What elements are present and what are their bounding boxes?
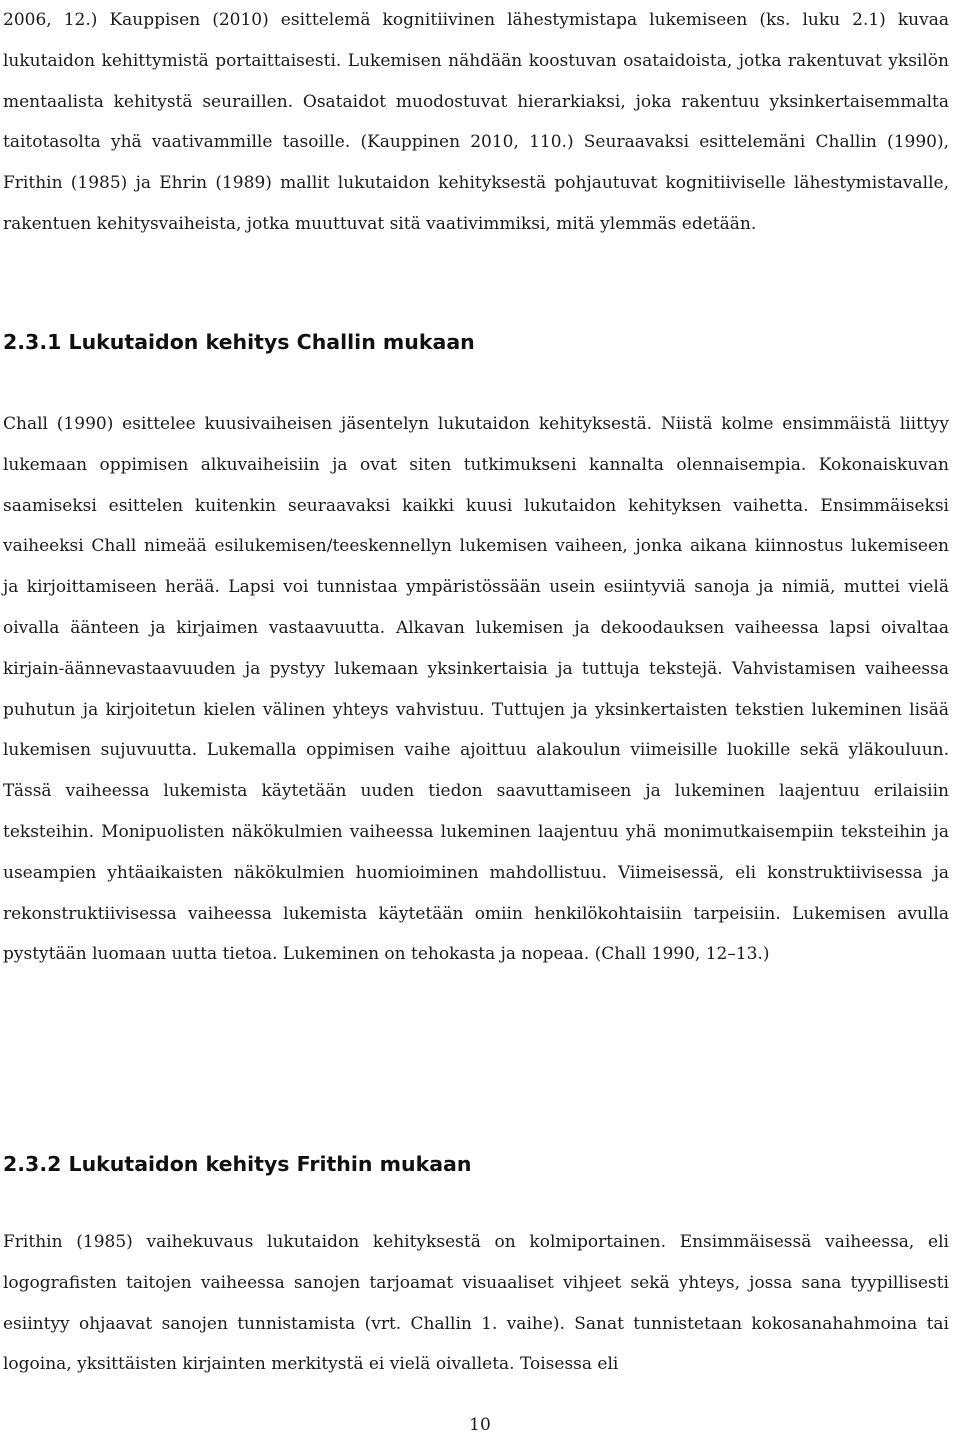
paragraph-cognitive-approach: 2006, 12.) Kauppisen (2010) esittelemä kognitiivinen lähestymistapa lukemiseen (ks. luku 2.1) kuvaa lukutaidon kehittymistä portaittaisesti. Lukemisen nähdään koostuvan osataidoista, jotka rakentuvat yksilön mentaalista kehitystä seuraillen. Osataidot muodostuvat hierarkiaksi, joka rakentuu yksinkertaisemmalta taitotasolta yhä vaativammille tasoille. (Kauppinen 2010, 110.) Seuraavaksi esittelemäni Challin (1990), Frithin (1985) ja Ehrin (1989) mallit lukutaidon kehityksestä pohjautuvat kognitiiviselle lähestymistavalle, rakentuen kehitysvaiheista, jotka muuttuvat sitä vaativimmiksi, mitä ylemmäs edetään. (3, 10, 949, 234)
section-heading-frith: 2.3.2 Lukutaidon kehitys Frithin mukaan (3, 1152, 472, 1176)
paragraph-frith-stages: Frithin (1985) vaihekuvaus lukutaidon kehityksestä on kolmiportainen. Ensimmäisessä vaiheessa, eli logografisten taitojen vaiheessa sanojen tarjoamat visuaaliset vihjeet sekä yhteys, jossa sana tyypillisesti esiintyy ohjaavat sanojen tunnistamista (vrt. Challin 1. vaihe). Sanat tunnistetaan kokosanahahmoina tai logoina, yksittäisten kirjainten merkitystä ei vielä oivalleta. Toisessa eli (3, 1232, 949, 1375)
page-number: 10 (469, 1415, 491, 1435)
section-heading-chall: 2.3.1 Lukutaidon kehitys Challin mukaan (3, 330, 475, 354)
paragraph-chall-stages: Chall (1990) esittelee kuusivaiheisen jäsentelyn lukutaidon kehityksestä. Niistä kolme ensimmäistä liittyy lukemaan oppimisen alkuvaiheisiin ja ovat siten tutkimukseni kannalta olennaisempia. Kokonaiskuvan saamiseksi esittelen kuitenkin seuraavaksi kaikki kuusi lukutaidon kehityksen vaihetta. Ensimmäiseksi vaiheeksi Chall nimeää esilukemisen/teeskennellyn lukemisen vaiheen, jonka aikana kiinnostus lukemiseen ja kirjoittamiseen herää. Lapsi voi tunnistaa ympäristössään usein esiintyviä sanoja ja nimiä, muttei vielä oivalla äänteen ja kirjaimen vastaavuutta. Alkavan lukemisen ja dekoodauksen vaiheessa lapsi oivaltaa kirjain-äännevastaavuuden ja pystyy lukemaan yksinkertaisia ja tuttuja tekstejä. Vahvistamisen vaiheessa puhutun ja kirjoitetun kielen välinen yhteys vahvistuu. Tuttujen ja yksinkertaisten tekstien lukeminen lisää lukemisen sujuvuutta. Lukemalla oppimisen vaihe ajoittuu alakoulun viimeisille luokille sekä yläkouluun. Tässä vaiheessa lukemista käytetään uuden tiedon saavuttamiseen ja lukeminen laajentuu erilaisiin teksteihin. Monipuolisten näkökulmien vaiheessa lukeminen laajentuu yhä monimutkaisempiin teksteihin ja useampien yhtäaikaisten näkökulmien huomioiminen mahdollistuu. Viimeisessä, eli konstruktiivisessa ja rekonstruktiivisessa vaiheessa lukemista käytetään omiin henkilökohtaisiin tarpeisiin. Lukemisen avulla pystytään luomaan uutta tietoa. Lukeminen on tehokasta ja nopeaa. (Chall 1990, 12–13.) (3, 414, 949, 965)
